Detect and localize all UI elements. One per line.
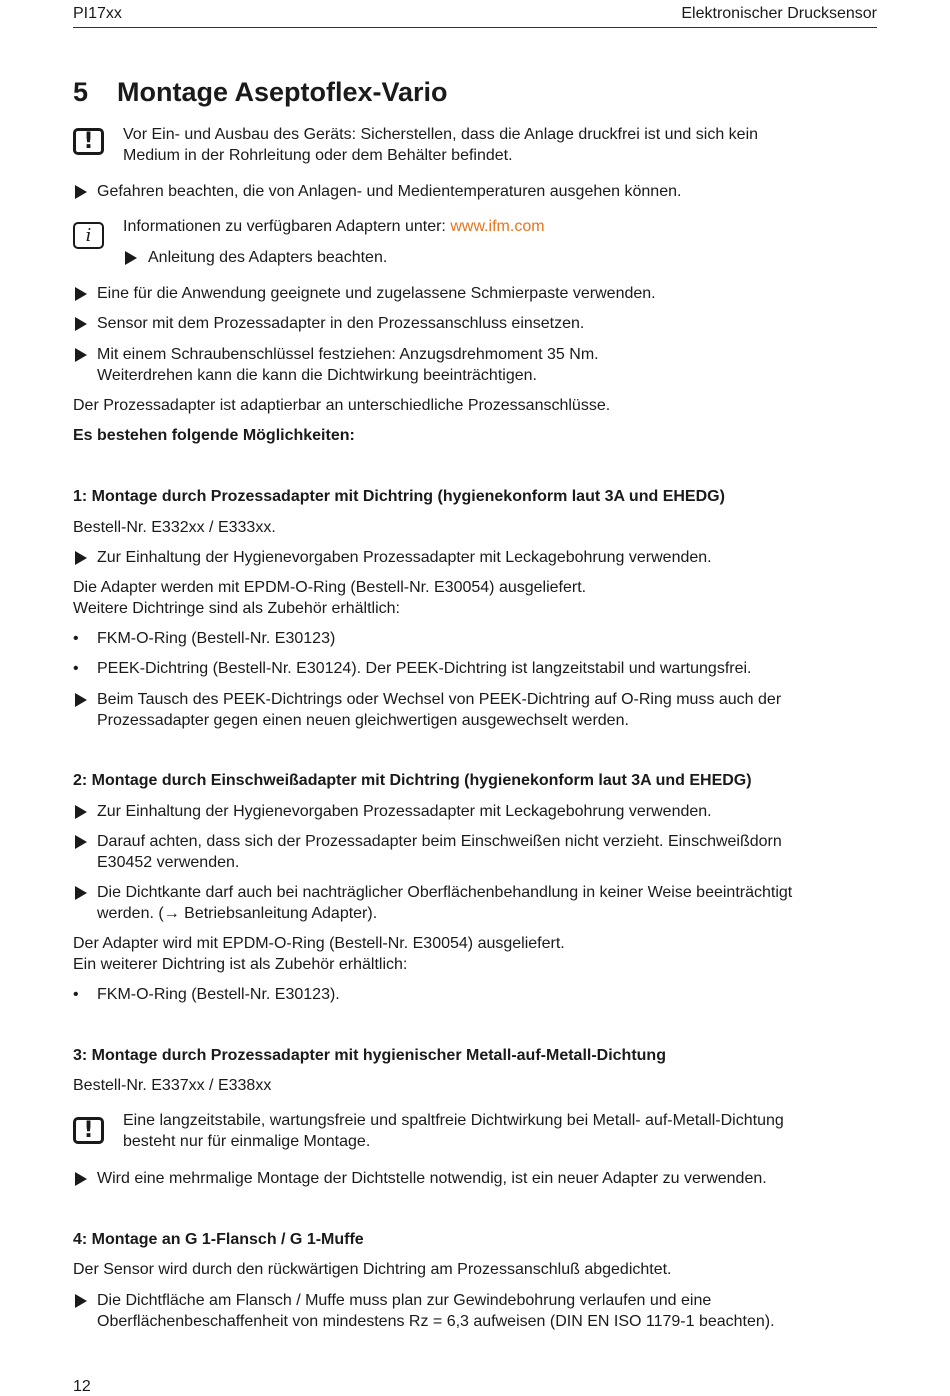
option1-heading: 1: Montage durch Prozessadapter mit Dichtring (hygienekonform laut 3A und EHEDG) (73, 488, 725, 505)
option2-step2-line1: Darauf achten, dass sich der Prozessadapter beim Einschweißen nicht verzieht. Einschweißdorn (97, 833, 782, 850)
header-rule (73, 27, 877, 28)
option2-para1: Der Adapter wird mit EPDM-O-Ring (Bestell-Nr. E30054) ausgeliefert. (73, 935, 565, 952)
chapter-number: 5 (73, 77, 89, 107)
warning-icon: ! (73, 128, 104, 155)
step-insert: Sensor mit dem Prozessadapter in den Prozessanschluss einsetzen. (97, 315, 585, 332)
warning-icon: ! (73, 1117, 104, 1144)
option1-order: Bestell-Nr. E332xx / E333xx. (73, 519, 276, 536)
option3-warning-line2: besteht nur für einmalige Montage. (123, 1132, 371, 1150)
option2-step3-line2: werden. (→ Betriebsanleitung Adapter). (97, 904, 378, 922)
header-title: Elektronischer Drucksensor (681, 5, 877, 22)
option4-step-line2: Oberflächenbeschaffenheit von mindestens Rz = 6,3 aufweisen (DIN EN ISO 1179-1 beachten). (97, 1312, 775, 1330)
option1-step: Zur Einhaltung der Hygienevorgaben Prozessadapter mit Leckagebohrung verwenden. (97, 549, 712, 566)
para-adaptable: Der Prozessadapter ist adaptierbar an unterschiedliche Prozessanschlüsse. (73, 397, 611, 414)
options-heading: Es bestehen folgende Möglichkeiten: (73, 427, 355, 444)
arrow-bullet-icon (75, 317, 87, 331)
option2-step3-line1: Die Dichtkante darf auch bei nachträglicher Oberflächenbehandlung in keiner Weise beeinträchtigt (97, 884, 793, 901)
step-lubricant: Eine für die Anwendung geeignete und zugelassene Schmierpaste verwenden. (97, 285, 656, 302)
option4-step-line1: Die Dichtfläche am Flansch / Muffe muss plan zur Gewindebohrung verlaufen und eine (97, 1292, 712, 1309)
option3-order: Bestell-Nr. E337xx / E338xx (73, 1077, 272, 1094)
arrow-bullet-icon (75, 551, 87, 565)
info-step: Anleitung des Adapters beachten. (148, 249, 388, 266)
chapter-heading (73, 77, 448, 108)
option1-bullet2: PEEK-Dichtring (Bestell-Nr. E30124). Der PEEK-Dichtring ist langzeitstabil und wartungsfrei. (97, 660, 752, 677)
warning-text-line2: Medium in der Rohrleitung oder dem Behälter befindet. (123, 146, 513, 164)
option3-heading: 3: Montage durch Prozessadapter mit hygienischer Metall-auf-Metall-Dichtung (73, 1047, 666, 1064)
step-tighten-line1: Mit einem Schraubenschlüssel festziehen: Anzugsdrehmoment 35 Nm. (97, 346, 599, 363)
document-page (73, 0, 877, 1395)
option3-warning-line1: Eine langzeitstabile, wartungsfreie und spaltfreie Dichtwirkung bei Metall- auf-Metall-Dichtung (123, 1112, 784, 1129)
info-text: Informationen zu verfügbaren Adaptern unter: www.ifm.com (123, 218, 545, 235)
arrow-bullet-icon (125, 251, 137, 265)
arrow-bullet-icon (75, 287, 87, 301)
ifm-link[interactable]: www.ifm.com (450, 218, 545, 235)
option2-para2: Ein weiterer Dichtring ist als Zubehör erhältlich: (73, 955, 408, 973)
arrow-bullet-icon (75, 348, 87, 362)
option1-step2-line2: Prozessadapter gegen einen neuen gleichwertigen ausgewechselt werden. (97, 711, 629, 729)
arrow-bullet-icon (75, 1172, 87, 1186)
chapter-title: Montage Aseptoflex-Vario (117, 77, 448, 107)
option2-heading: 2: Montage durch Einschweißadapter mit Dichtring (hygienekonform laut 3A und EHEDG) (73, 772, 752, 789)
arrow-bullet-icon (75, 886, 87, 900)
option4-para: Der Sensor wird durch den rückwärtigen Dichtring am Prozessanschluß abgedichtet. (73, 1261, 672, 1278)
option1-step2-line1: Beim Tausch des PEEK-Dichtrings oder Wechsel von PEEK-Dichtring auf O-Ring muss auch der (97, 691, 782, 708)
bullet-dot: • (73, 986, 79, 1003)
page-number: 12 (73, 1378, 91, 1395)
bullet-dot: • (73, 660, 79, 677)
arrow-bullet-icon (75, 805, 87, 819)
option1-para2: Weitere Dichtringe sind als Zubehör erhältlich: (73, 599, 400, 617)
header-product: PI17xx (73, 5, 122, 22)
bullet-dot: • (73, 630, 79, 647)
arrow-bullet-icon (75, 835, 87, 849)
option2-bullet: FKM-O-Ring (Bestell-Nr. E30123). (97, 986, 340, 1003)
info-icon: i (73, 222, 104, 249)
option2-step1: Zur Einhaltung der Hygienevorgaben Prozessadapter mit Leckagebohrung verwenden. (97, 803, 712, 820)
option1-para1: Die Adapter werden mit EPDM-O-Ring (Bestell-Nr. E30054) ausgeliefert. (73, 579, 587, 596)
option2-step2-line2: E30452 verwenden. (97, 853, 240, 871)
arrow-bullet-icon (75, 693, 87, 707)
warning-text-line1: Vor Ein- und Ausbau des Geräts: Sicherstellen, dass die Anlage druckfrei ist und sich kein (123, 126, 759, 143)
step-tighten-line2: Weiterdrehen kann die kann die Dichtwirkung beeinträchtigen. (97, 366, 537, 384)
arrow-bullet-icon (75, 1294, 87, 1308)
option4-heading: 4: Montage an G 1-Flansch / G 1-Muffe (73, 1231, 364, 1248)
option3-step: Wird eine mehrmalige Montage der Dichtstelle notwendig, ist ein neuer Adapter zu verwenden. (97, 1170, 767, 1187)
arrow-bullet-icon (75, 185, 87, 199)
option1-bullet1: FKM-O-Ring (Bestell-Nr. E30123) (97, 630, 336, 647)
step-hazards: Gefahren beachten, die von Anlagen- und Medientemperaturen ausgehen können. (97, 183, 682, 200)
